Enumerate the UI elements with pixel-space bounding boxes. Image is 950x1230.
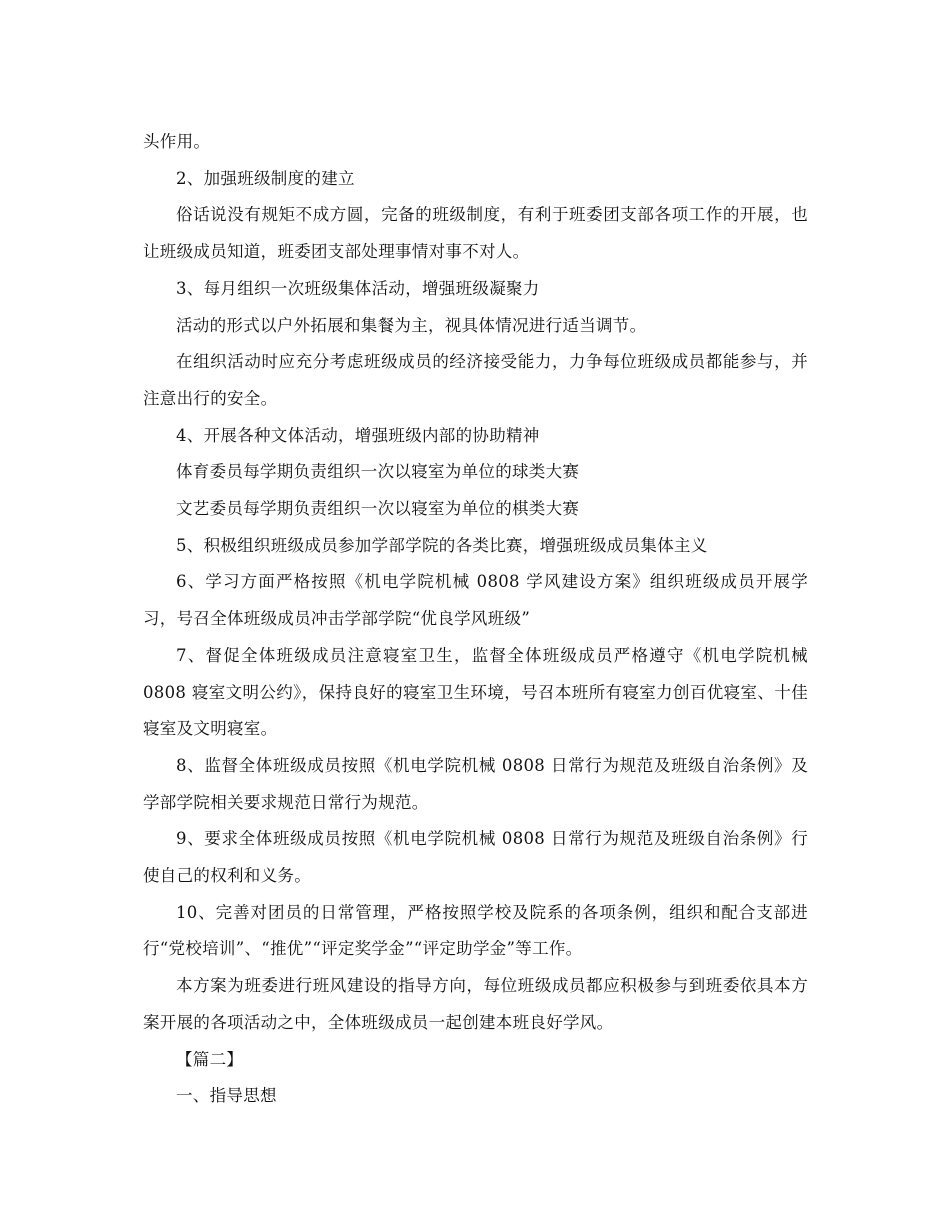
paragraph: 本方案为班委进行班风建设的指导方向，每位班级成员都应积极参与到班委依具本方案开展的各项活动之中，全体班级成员一起创建本班良好学风。 (143, 976, 808, 1032)
paragraph: 2、加强班级制度的建立 (176, 168, 355, 188)
paragraph: 【篇二】 (176, 1049, 244, 1069)
paragraph: 头作用。 (143, 132, 211, 151)
document-body (143, 124, 808, 1115)
paragraph: 俗话说没有规矩不成方圆，完备的班级制度，有利于班委团支部各项工作的开展，也让班级成员知道，班委团支部处理事情对事不对人。 (143, 205, 808, 262)
paragraph: 4、开展各种文体活动，增强班级内部的协助精神 (176, 425, 540, 445)
paragraph: 一、指导思想 (176, 1086, 277, 1106)
paragraph: 文艺委员每学期负责组织一次以寝室为单位的棋类大赛 (176, 499, 580, 519)
paragraph: 6、学习方面严格按照《机电学院机械 0808 学风建设方案》组织班级成员开展学习，号召全体班级成员冲击学部学院“优良学风班级” (143, 572, 808, 629)
paragraph: 体育委员每学期负责组织一次以寝室为单位的球类大赛 (176, 462, 580, 482)
paragraph: 5、积极组织班级成员参加学部学院的各类比赛，增强班级成员集体主义 (176, 535, 708, 555)
paragraph: 9、要求全体班级成员按照《机电学院机械 0808 日常行为规范及班级自治条例》行使自己的权利和义务。 (143, 829, 808, 886)
paragraph: 活动的形式以户外拓展和集餐为主，视具体情况进行适当调节。 (176, 315, 647, 335)
paragraph: 8、监督全体班级成员按照《机电学院机械 0808 日常行为规范及班级自治条例》及学部学院相关要求规范日常行为规范。 (143, 755, 808, 812)
paragraph: 3、每月组织一次班级集体活动，增强班级凝聚力 (176, 278, 540, 298)
paragraph: 10、完善对团员的日常管理，严格按照学校及院系的各项条例，组织和配合支部进行“党校培训”、“推优”“评定奖学金”“评定助学金”等工作。 (143, 902, 808, 959)
paragraph: 7、督促全体班级成员注意寝室卫生，监督全体班级成员严格遵守《机电学院机械 0808 寝室文明公约》，保持良好的寝室卫生环境，号召本班所有寝室力创百优寝室、十佳寝室及文明寝室。 (143, 645, 808, 739)
paragraph: 在组织活动时应充分考虑班级成员的经济接受能力，力争每位班级成员都能参与，并注意出行的安全。 (143, 352, 808, 408)
